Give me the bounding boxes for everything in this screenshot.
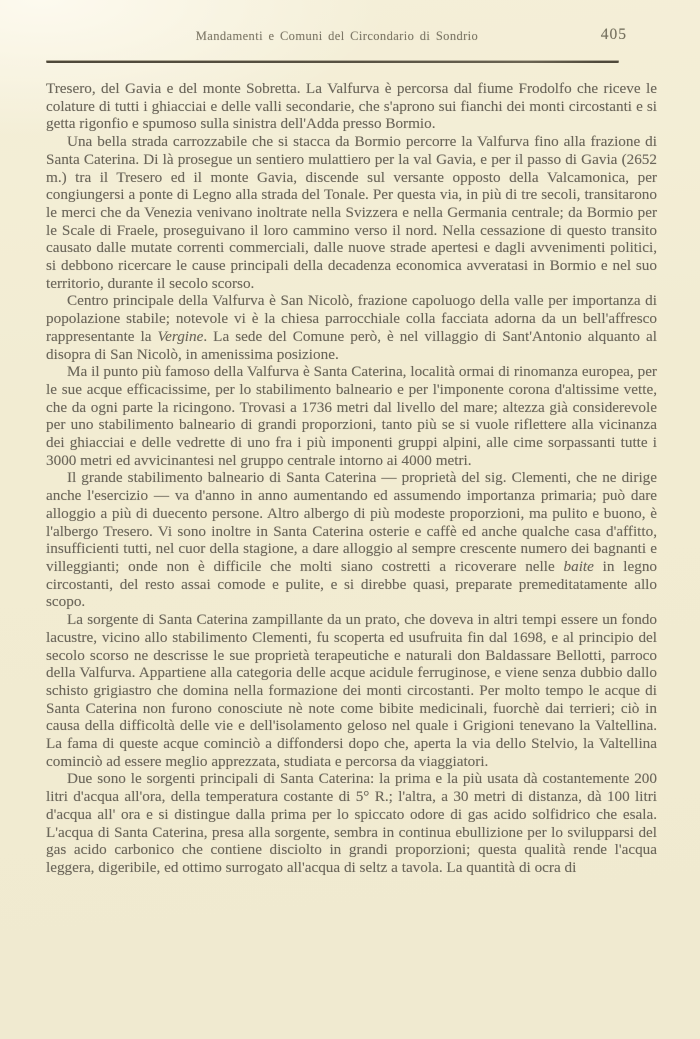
text-run: Il grande stabilimento balneario di Santa Caterina — proprietà del sig. Clementi, che ne dirige anche l'esercizio — va d'anno in anno aumentando ed assumendo importanza primaria; può dare alloggio a più di duecento persone. Altro albergo di più modeste proporzioni, ma pulito e buono, è l'albergo Tresero. Vi sono inoltre in Santa Caterina osterie e caffè ed anche qualche casa d'affitto, insufficienti tutti, nel cuor della stagione, a dare alloggio al sempre crescente numero dei bagnanti e villeggianti; onde non è difficile che molti siano costretti a ricoverare nelle (46, 469, 657, 575)
text-run: La sorgente di Santa Caterina zampillante da un prato, che doveva in altri tempi essere un fondo lacustre, vicino allo stabilimento Clementi, fu scoperta ed usufruita fin dal 1698, e al principio del secolo scorso ne descrisse le sue proprietà terapeutiche e naturali don Baldassare Bellotti, parroco della Valfurva. Appartiene alla categoria delle acque acidule ferruginose, e viene senza dubbio dallo schisto grigiastro che domina nella formazione dei monti circostanti. Per molto tempo le acque di Santa Caterina non furono conosciute nè note come bibite medicinali, fuorchè dai terrieri; ciò in causa della difficoltà delle vie e dell'isolamento geloso nel quale i Grigioni tenevano la Valtellina. La fama di queste acque cominciò a diffondersi dopo che, aperta la via dello Stelvio, la Valtellina cominciò ad essere meglio apprezzata, studiata e percorsa da viaggiatori. (46, 611, 657, 770)
page-number: 405 (600, 26, 627, 43)
text-run: Una bella strada carrozzabile che si stacca da Bormio percorre la Valfurva fino alla frazione di Santa Caterina. Di là prosegue un sentiero mulattiero per la val Gavia, e per il passo di Gavia (2652 m.) tra il Tresero ed il monte Gavia, discende sul versante opposto della Valcamonica, per congiungersi a ponte di Legno alla strada del Tonale. Per questa via, in più di tre secoli, transitarono le merci che da Venezia venivano inoltrate nella Svizzera e nella Germania centrale; da Bormio per le Scale di Fraele, proseguivano il loro cammino verso il nord. Nella cessazione di questo transito causato dalle mutate correnti commerciali, dalle nuove strade apertesi e dagli avvenimenti politici, si debbono ricercare le cause principali della decadenza economica avveratasi in Bormio e nel suo territorio, durante il secolo scorso. (46, 133, 657, 292)
body-text (46, 80, 657, 877)
paragraph (46, 770, 657, 876)
header-rule (46, 60, 619, 63)
paragraph (46, 292, 657, 363)
running-title: Mandamenti e Comuni del Circondario di Sondrio (195, 29, 479, 43)
italic-text: baite (563, 557, 594, 575)
text-run: Due sono le sorgenti principali di Santa Caterina: la prima e la più usata dà costantemente 200 litri d'acqua all'ora, della temperatura costante di 5° R.; l'altra, a 30 metri di distanza, dà 100 litri d'acqua all' ora e si distingue dalla prima per lo spiccato odore di gas acido solfidrico che esala. L'acqua di Santa Caterina, presa alla sorgente, sembra in continua ebullizione per lo svilupparsi del gas acido carbonico che contiene disciolto in grandi proporzioni; questa qualità rende l'acqua leggera, digeribile, ed ottimo surrogato all'acqua di seltz a tavola. La quantità di ocra di (46, 770, 657, 876)
text-run: Ma il punto più famoso della Valfurva è Santa Caterina, località ormai di rinomanza europea, per le sue acque efficacissime, per lo stabilimento balneario e per l'imponente corona d'altissime vette, che da ogni parte la ricingono. Trovasi a 1736 metri dal livello del mare; altezza già considerevole per uno stabilimento balneario di grandi proporzioni, tanto più se si vuole riflettere alla vicinanza dei ghiacciai e delle vedrette di uno fra i più imponenti gruppi alpini, alle cime sorpassanti tutte i 3000 metri ed avvicinantesi nel gruppo centrale intorno ai 4000 metri. (46, 363, 657, 469)
paragraph (46, 133, 657, 292)
paragraph (46, 469, 657, 611)
text-run: Tresero, del Gavia e del monte Sobretta. La Valfurva è percorsa dal fiume Frodolfo che riceve le colature di tutti i ghiacciai e delle valli secondarie, che s'aprono sui fianchi dei monti circostanti e si getta rigonfio e spumoso sulla sinistra dell'Adda presso Bormio. (46, 80, 657, 133)
paragraph (46, 611, 657, 770)
text-run: in legno circostanti, del resto assai comode e pulite, e si direbbe quasi, preparate premeditatamente allo scopo. (46, 557, 658, 611)
paragraph (46, 363, 657, 469)
italic-text: Vergine (157, 327, 204, 345)
paragraph (46, 80, 657, 133)
page-header (46, 26, 656, 49)
text-run: . La sede del Comune però, è nel villaggio di Sant'Antonio alquanto al disopra di San Nicolò, in amenissima posizione. (46, 327, 657, 363)
text-run: Centro principale della Valfurva è San Nicolò, frazione capoluogo della valle per importanza di popolazione stabile; notevole vi è la chiesa parrocchiale colla facciata adorna da un bell'affresco rappresentante la (46, 292, 657, 345)
